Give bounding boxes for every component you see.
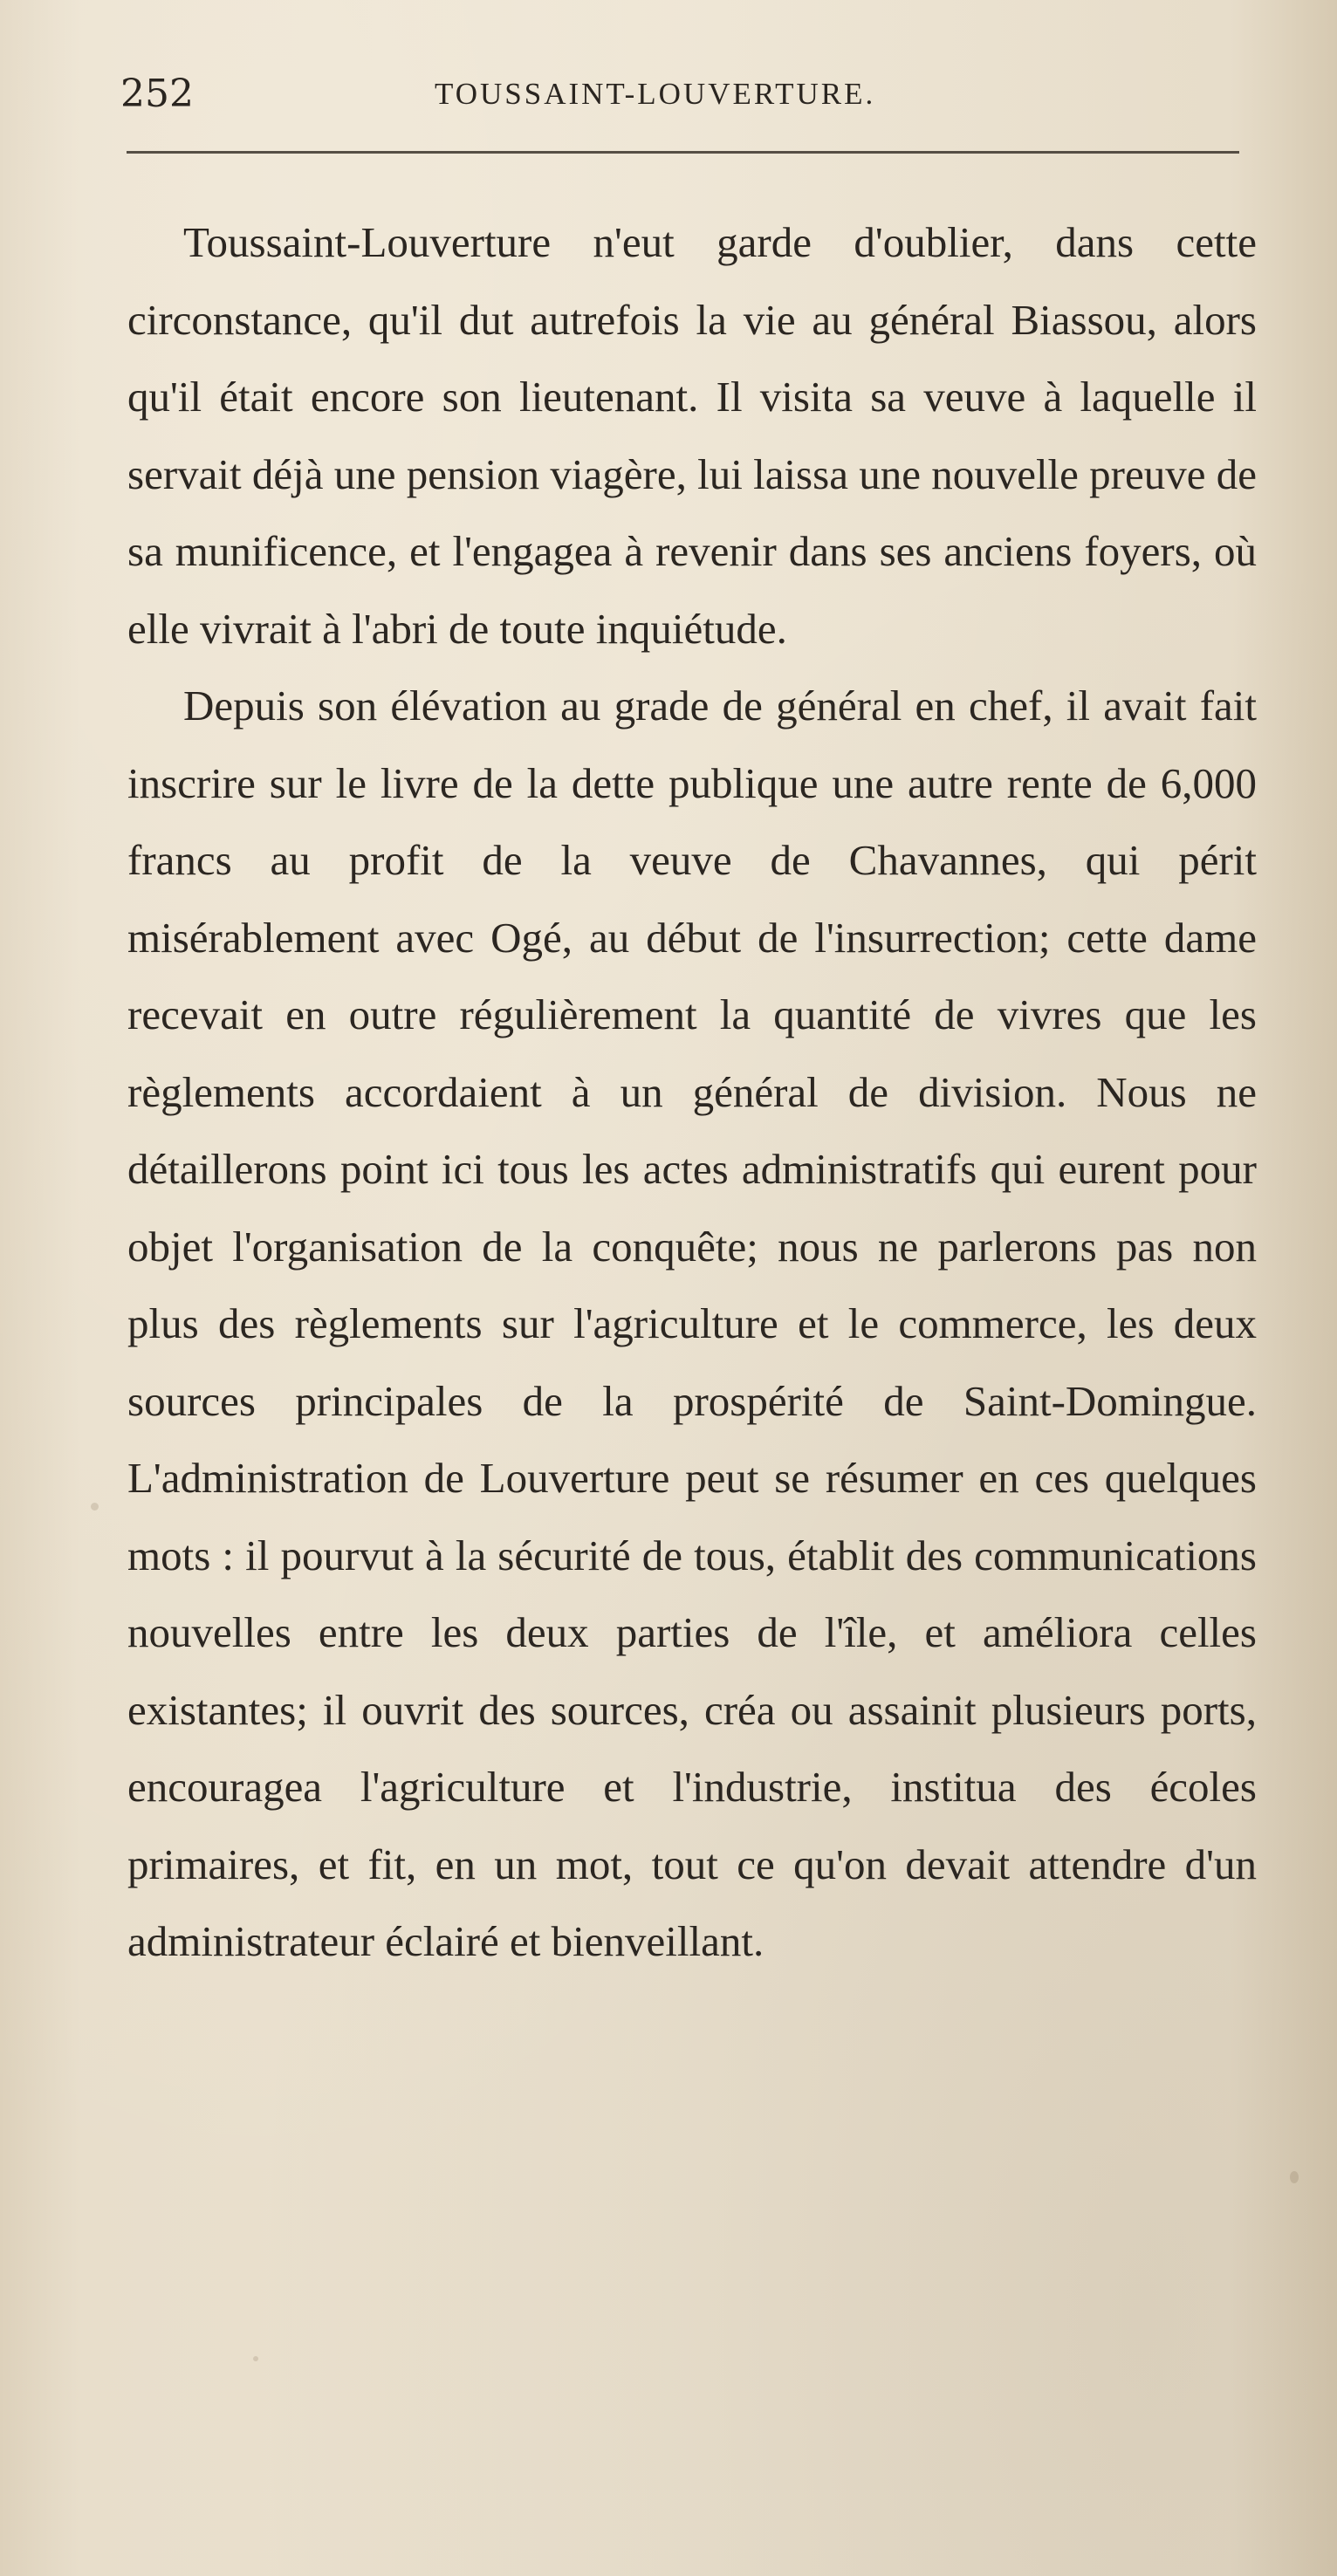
paragraph: Toussaint-Louverture n'eut garde d'oublier, dans cette circonstance, qu'il dut autrefois la vie au général Biassou, alors qu'il était encore son lieutenant. Il visita sa veuve à laquelle il servait déjà une pension viagère, lui laissa une nouvelle preuve de sa munificence, et l'engagea à revenir dans ses anciens foyers, où elle vivrait à l'abri de toute inquiétude.: [127, 218, 1257, 653]
paragraph: Depuis son élévation au grade de général en chef, il avait fait inscrire sur le livre de la dette publique une autre rente de 6,000 francs au profit de la veuve de Chavannes, qui périt misérablement avec Ogé, au début de l'insurrection; cette dame recevait en outre régulièrement la quantité de vivres que les règlements accordaient à un général de division. Nous ne détaillerons point ici tous les actes administratifs qui eurent pour objet l'organisation de la conquête; nous ne parlerons pas non plus des règlements sur l'agriculture et le commerce, les deux sources principales de la prospérité de Saint-Domingue. L'administration de Louverture peut se résumer en ces quelques mots : il pourvut à la sécurité de tous, établit des communications nouvelles entre les deux parties de l'île, et améliora celles existantes; il ouvrit des sources, créa ou assainit plusieurs ports, encouragea l'agriculture et l'industrie, institua des écoles primaires, et fit, en un mot, tout ce qu'on devait attendre d'un administrateur éclairé et bienveillant.: [127, 682, 1257, 1965]
body-text: [127, 204, 1257, 1981]
paper-stain: [91, 1503, 99, 1511]
page-number: 252: [120, 72, 194, 116]
header-rule: [127, 151, 1239, 154]
paper-stain: [1290, 2171, 1299, 2183]
paper-stain: [253, 2356, 258, 2361]
running-head: TOUSSAINT-LOUVERTURE.: [435, 77, 876, 111]
page-header: [120, 68, 1246, 120]
